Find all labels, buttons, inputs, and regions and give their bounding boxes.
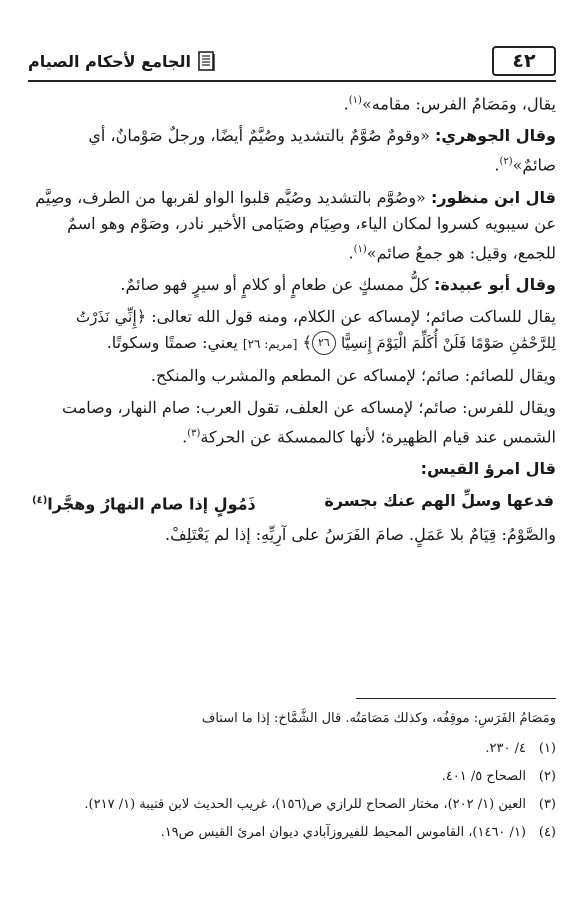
paragraph-faster: ويقال للصائم: صائم؛ لإمساكه عن المطعم والمشرب والمنكح.: [150, 365, 556, 385]
book-icon: [197, 50, 217, 72]
footnote-ref: (٢): [499, 156, 513, 168]
paragraph-1: يقال، ومَصَامُ الفرس: مقامه»$^{(١)}$.: [343, 94, 556, 114]
poem-hemistich-left: ذَمُولٍ إذا صام النهارُ وهجَّرا$^{(٤)}$: [32, 494, 256, 514]
poem-hemistich-right: فدعها وسلِّ الهم عنك بجسرة: [324, 491, 554, 511]
quran-verse: نَذَرْتُ لِلرَّحْمَٰنِ صَوْمًا فَلَنْ أُكَلِّمَ الْيَوْمَ إِنسِيًّا: [76, 307, 556, 352]
book-title: الجامع لأحكام الصيام: [28, 51, 192, 71]
footnote-ref: (٣): [187, 427, 201, 439]
footnote-4: (٤) (١/ ١٤٦٠)، القاموس المحيط للفيروزآبادي ديوان امرئ القيس ص١٩.: [160, 825, 556, 840]
paragraph-horse: ويقال للفرس: صائم؛ لإمساكه عن العلف، تقول العرب: صام النهار، وصامت الشمس عند قيام الظهيرة؛ لأنها كالممسكة عن الحركة$^{(٣)}$.: [61, 397, 556, 447]
page-header: [28, 44, 556, 82]
footnote-ref: (١): [353, 243, 367, 255]
paragraph-jawhari: وقال الجوهري: «وقومٌ صُوَّمٌ بالتشديد وصُيَّمٌ أيضًا، ورجلٌ صَوْمانٌ، أي صائمٌ»$^{(٢)}$.: [88, 126, 556, 175]
paragraph-sawm-definition: والصَّوْمُ: قِيَامٌ بلا عَمَلٍ. صامَ الفَرَسُ على آرِيِّهِ: إذا لم يَعْتَلِفْ.: [165, 524, 556, 544]
footnote-ref: (٤): [32, 495, 48, 507]
verse-reference: [مريم: ٢٦]: [242, 336, 298, 351]
paragraph-ibn-manzur: قال ابن منظور: «وصُوَّم بالتشديد وصُيَّم قلبوا الواو لقربها من الطرف، وصِيَّم عن سيبويه كسروا لمكان الياء، وصِيَام وصَيَامى الأخير نادر، وصَوْم وهو اسمٌ للجمع، وقيل: هو جمعُ صائم»$^{(١)}$.: [35, 187, 556, 262]
footnotes: [30, 708, 556, 850]
paragraph-imru-al-qays: [30, 456, 556, 482]
footnote-2: (٢) الصحاح ٥/ ٤٠١.: [441, 769, 556, 784]
speaker-name: وقال الجوهري:: [434, 126, 556, 146]
running-title: [28, 48, 217, 74]
paragraph-abu-ubayda: وقال أبو عبيدة: كلُّ ممسكٍ عن طعامٍ أو كلامٍ أو سيرٍ فهو صائمٌ.: [120, 274, 556, 294]
poem-verse: [30, 488, 556, 517]
ayah-number: ٢٦: [312, 331, 336, 355]
footnote-divider: [356, 698, 556, 699]
speaker-name: قال امرؤ القيس:: [420, 459, 556, 479]
footnote-3: (٣) العين (١/ ٢٠٢)، مختار الصحاح للرازي ص(١٥٦)، غريب الحديث لابن قتيبة (١/ ٢١٧).: [84, 797, 556, 812]
footnote-ref: (١): [348, 95, 362, 106]
page-number: ٤٢: [492, 46, 556, 76]
speaker-name: وقال أبو عبيدة:: [433, 274, 556, 294]
footnote-1: (١) ٤/ ٢٣٠.: [485, 741, 556, 756]
paragraph-silent: يقال للساكت صائم؛ لإمساكه عن الكلام، ومنه قول الله تعالى: ﴿إِنِّي نَذَرْتُ لِلرَّحْمَٰنِ صَوْمًا فَلَنْ أُكَلِّمَ الْيَوْمَ إِنسِيًّا ٢٦﴾ [مريم: ٢٦] يعني: صمتًا وسكوتًا.: [30, 304, 556, 357]
paragraph-continuation: ومَصَامُ الفَرَسِ: موقِفُه، وكذلك مَصَامَتُه. قال الشَّمَّاخ: إذا ما استاف: [201, 711, 556, 726]
main-text: [30, 88, 556, 554]
speaker-name: قال ابن منظور:: [430, 187, 556, 207]
